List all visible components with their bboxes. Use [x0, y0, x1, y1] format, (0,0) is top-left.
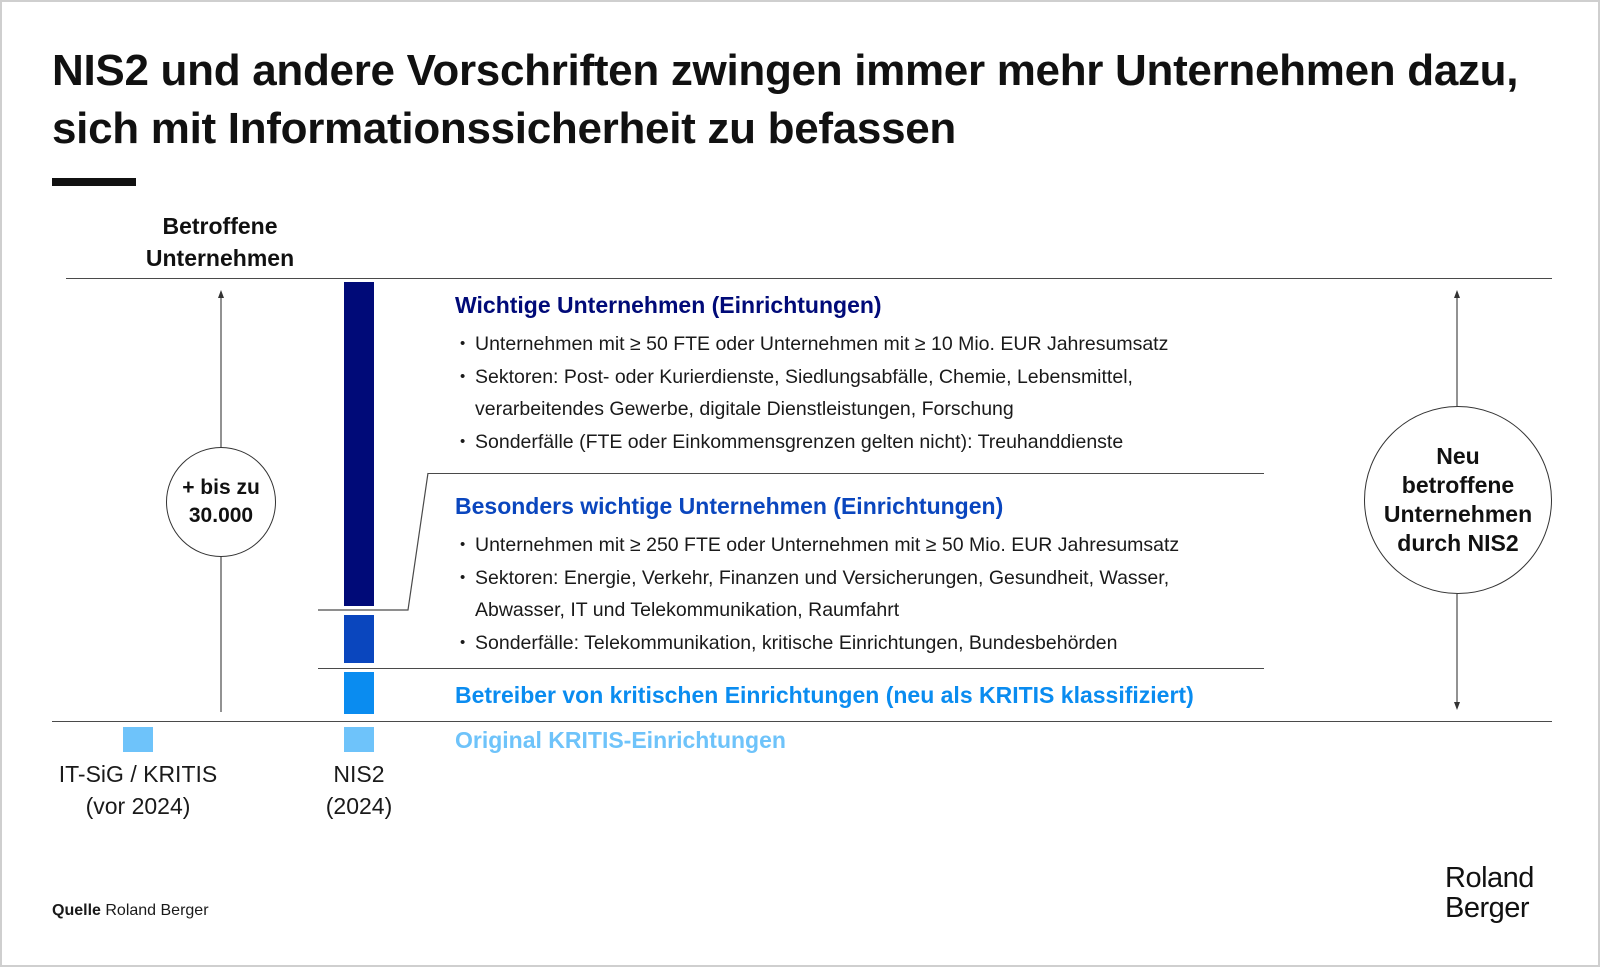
increase-circle-line1: + bis zu	[182, 476, 260, 499]
increase-circle-line2: 30.000	[188, 504, 254, 527]
bullets-wichtige	[458, 328, 1258, 458]
heading-original: Original KRITIS-Einrichtungen	[455, 727, 786, 753]
column-label-nis2	[299, 758, 419, 822]
column-label-itsig-line1: IT-SiG / KRITIS	[58, 761, 218, 787]
new-affected-line1: Neu	[1436, 443, 1480, 469]
roland-berger-logo	[1445, 863, 1534, 923]
new-affected-line2: betroffene	[1401, 472, 1515, 498]
list-item: • Sonderfälle (FTE oder Einkommensgrenzen gelten nicht): Treuhanddienste	[458, 426, 1258, 459]
bar-original-nis2	[344, 727, 374, 752]
list-item: • Sektoren: Post- oder Kurierdienste, Siedlungsabfälle, Chemie, Lebensmittel, verarbeitendes Gewerbe, digitale Dienstleistungen, Forschung	[458, 361, 1258, 426]
bullets-besonders	[458, 529, 1258, 659]
column-label-nis2-line1: NIS2	[333, 761, 385, 787]
list-item: • Sektoren: Energie, Verkehr, Finanzen und Versicherungen, Gesundheit, Wasser, Abwasser, IT und Telekommunikation, Raumfahrt	[458, 562, 1258, 627]
bar-original-itsig	[123, 727, 153, 752]
source-label: Quelle	[52, 902, 101, 919]
logo-line1: Roland	[1445, 862, 1534, 894]
source-note	[52, 902, 209, 920]
bar-besonders	[344, 615, 374, 663]
list-item: • Unternehmen mit ≥ 250 FTE oder Unternehmen mit ≥ 50 Mio. EUR Jahresumsatz	[458, 529, 1258, 562]
column-label-nis2-line2: (2024)	[325, 793, 393, 819]
source-text: Roland Berger	[105, 902, 209, 919]
new-affected-line4: durch NIS2	[1397, 530, 1519, 556]
bar-wichtige	[344, 282, 374, 606]
column-label-itsig	[38, 758, 238, 822]
list-item: • Sonderfälle: Telekommunikation, kritische Einrichtungen, Bundesbehörden	[458, 627, 1258, 660]
column-label-itsig-line2: (vor 2024)	[85, 793, 191, 819]
heading-betreiber: Betreiber von kritischen Einrichtungen (neu als KRITIS klassifiziert)	[455, 682, 1194, 708]
heading-besonders: Besonders wichtige Unternehmen (Einrichtungen)	[455, 493, 1004, 519]
logo-line2: Berger	[1445, 892, 1530, 924]
increase-circle	[166, 447, 276, 557]
new-affected-line3: Unternehmen	[1383, 501, 1533, 527]
axis-heading: Betroffene Unternehmen	[145, 213, 295, 271]
list-item: • Unternehmen mit ≥ 50 FTE oder Unternehmen mit ≥ 10 Mio. EUR Jahresumsatz	[458, 328, 1258, 361]
page-title: NIS2 und andere Vorschriften zwingen immer mehr Unternehmen dazu, sich mit Informationssicherheit zu befassen	[52, 46, 1519, 153]
new-affected-circle	[1364, 406, 1552, 594]
heading-wichtige: Wichtige Unternehmen (Einrichtungen)	[455, 292, 882, 318]
bar-betreiber	[344, 672, 374, 714]
